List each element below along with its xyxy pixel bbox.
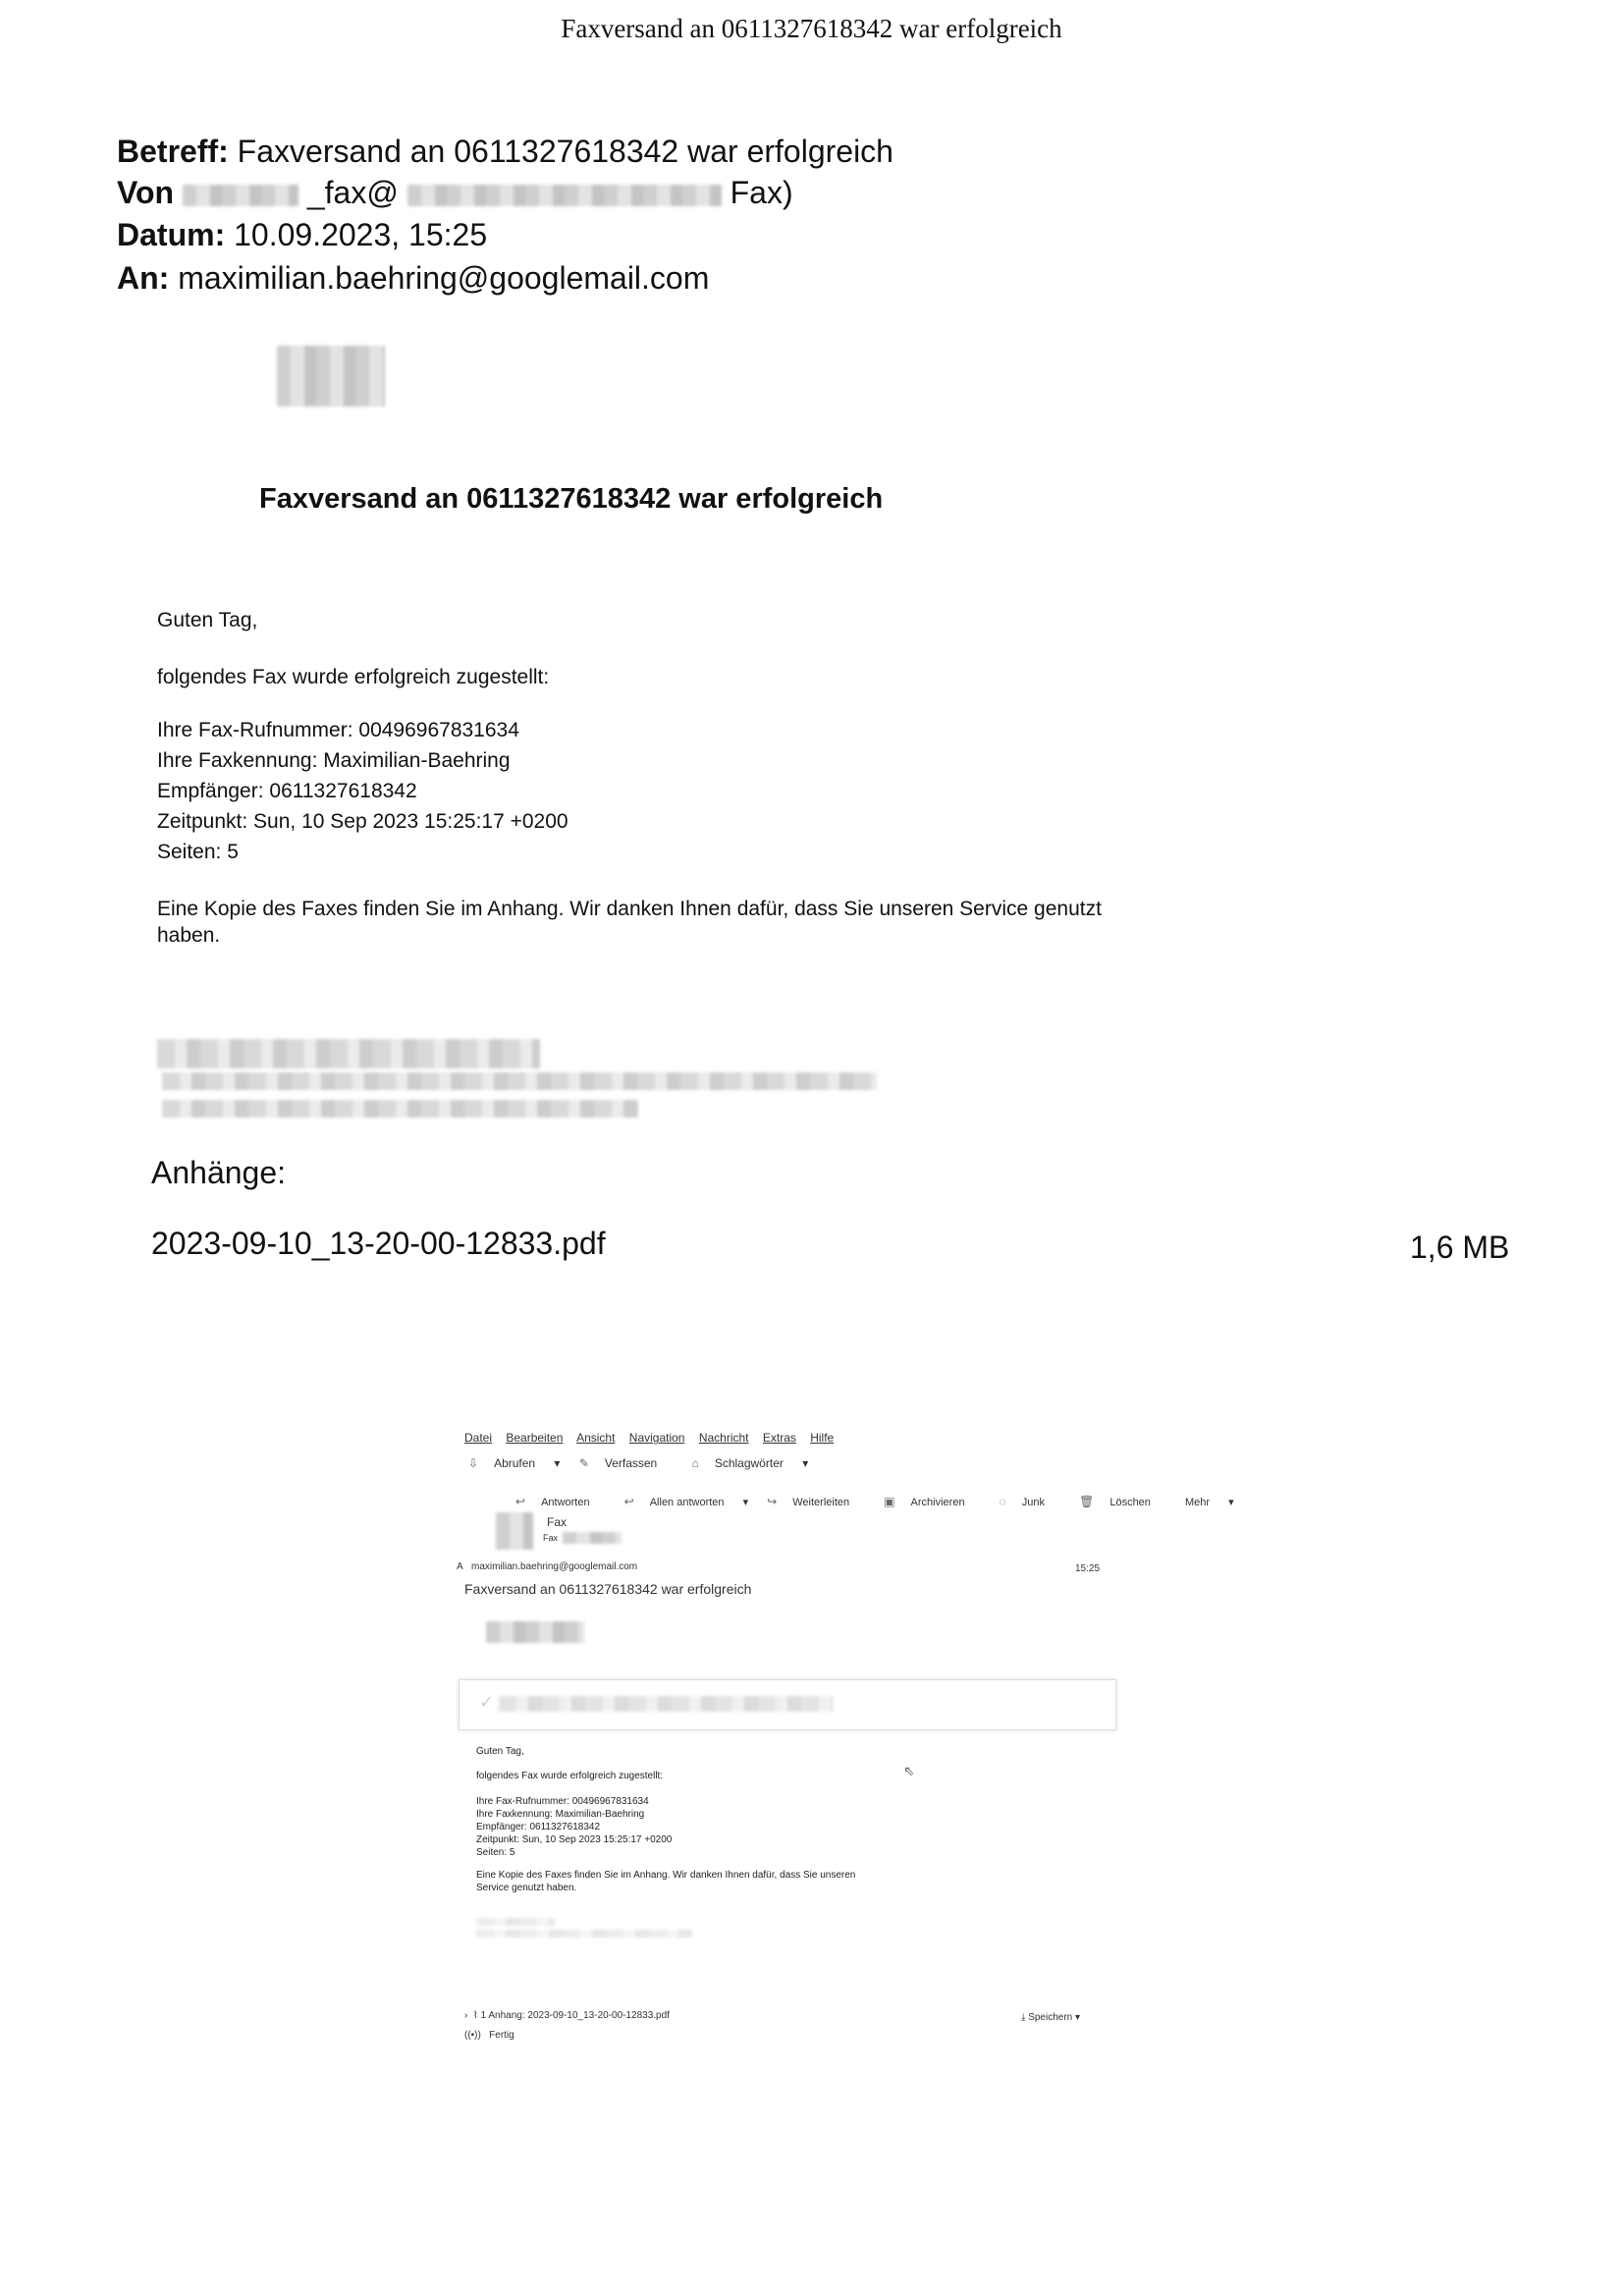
forward-button[interactable]: ↪ Weiterleiten [767,1495,850,1508]
redacted-sender-address [563,1532,622,1544]
sender-sub: Fax [543,1533,559,1543]
print-title: Faxversand an 0611327618342 war erfolgreich [561,14,1062,43]
to-value: maximilian.baehring@googlemail.com [178,260,710,296]
from-value-part1: _fax@ [306,175,399,210]
detail-timestamp: Zeitpunkt: Sun, 10 Sep 2023 15:25:17 +0200 [157,810,568,833]
redacted-sender-name [183,185,298,206]
redacted-signature-small-2 [476,1930,692,1938]
mouse-cursor-icon: ⇖ [903,1763,915,1778]
status-bar [464,2030,514,2041]
flame-icon: ◌ [999,1495,1006,1508]
menu-bar [464,1431,844,1445]
closing-line-1: Eine Kopie des Faxes finden Sie im Anhang. Wir danken Ihnen dafür, dass Sie unseren Service genutzt [157,898,1102,920]
to-address[interactable]: maximilian.baehring@googlemail.com [471,1561,638,1572]
email-greeting: Guten Tag, [157,609,258,631]
email-heading: Faxversand an 0611327618342 war erfolgreich [259,483,884,515]
detail-fax-id: Ihre Faxkennung: Maximilian-Baehring [157,749,511,772]
attachment-size: 1,6 MB [1410,1230,1510,1265]
attachments-label: Anhänge: [151,1155,287,1190]
date-line [117,217,487,253]
date-label: Datum: [117,217,226,252]
shot-closing [476,1869,855,1894]
email-intro: folgendes Fax wurde erfolgreich zugestellt: [157,666,550,688]
redacted-signature-3 [162,1100,638,1118]
reply-all-button[interactable]: ↩ Allen antworten ▾ [623,1495,749,1508]
tag-icon: ⌂ [691,1456,699,1470]
redacted-logo [277,346,385,407]
heading-banner [459,1679,1116,1730]
trash-icon: 🗑 [1079,1495,1095,1508]
redacted-logo-small [486,1621,584,1643]
message-actions [515,1495,1250,1508]
menu-ansicht[interactable]: Ansicht [576,1431,616,1445]
wifi-icon: ((•)) [464,2030,481,2041]
redacted-signature-2 [162,1072,877,1090]
menu-extras[interactable]: Extras [762,1431,796,1445]
message-time: 15:25 [1075,1563,1101,1574]
shot-detail-1: Ihre Fax-Rufnummer: 00496967831634 [476,1796,649,1807]
fax-details [157,715,568,867]
archive-button[interactable]: ▣ Archivieren [884,1495,965,1508]
menu-hilfe[interactable]: Hilfe [810,1431,835,1445]
sender-name: Fax [547,1515,568,1529]
more-button[interactable]: Mehr ▾ [1184,1497,1234,1508]
save-attachment-button[interactable]: ⤓ Speichern ▾ [1021,2012,1081,2023]
to-line [117,260,709,297]
email-closing [157,896,1102,949]
shot-closing-2: Service genutzt haben. [476,1883,577,1893]
from-value-part2: Fax) [730,175,793,210]
main-toolbar [468,1456,824,1470]
redacted-signature-1 [157,1039,540,1068]
banner-heading-faint [499,1696,833,1712]
message-subject: Faxversand an 0611327618342 war erfolgreich [464,1581,752,1597]
detail-pages: Seiten: 5 [157,841,239,863]
reply-icon: ↩ [515,1495,526,1508]
sender-avatar [496,1512,533,1550]
subject-line [117,134,893,170]
from-line [117,175,793,211]
reply-button[interactable]: ↩ Antworten [515,1495,590,1508]
reply-all-icon: ↩ [623,1495,634,1508]
shot-detail-3: Empfänger: 0611327618342 [476,1822,601,1832]
shot-detail-5: Seiten: 5 [476,1847,515,1858]
closing-line-2: haben. [157,924,221,947]
download-icon: ⤓ [1021,2012,1026,2023]
shot-detail-2: Ihre Faxkennung: Maximilian-Baehring [476,1809,645,1820]
menu-bearbeiten[interactable]: Bearbeiten [506,1431,564,1445]
shot-intro: folgendes Fax wurde erfolgreich zugestellt: [476,1771,664,1781]
delete-button[interactable]: 🗑 Löschen [1079,1495,1151,1508]
menu-datei[interactable]: Datei [464,1431,493,1445]
to-label: An: [117,260,170,296]
menu-navigation[interactable]: Navigation [628,1431,685,1445]
archive-icon: ▣ [884,1495,895,1508]
junk-button[interactable]: ◌ Junk [999,1495,1046,1508]
from-label: Von [117,175,175,210]
subject-label: Betreff: [117,134,229,169]
redacted-signature-small-1 [476,1918,555,1926]
subject-value: Faxversand an 0611327618342 war erfolgreich [237,134,893,169]
shot-details [476,1795,672,1859]
attachment-bar-text: 1 Anhang: 2023-09-10_13-20-00-12833.pdf [480,2010,670,2021]
shot-detail-4: Zeitpunkt: Sun, 10 Sep 2023 15:25:17 +0200 [476,1834,673,1845]
status-text: Fertig [489,2030,514,2041]
menu-nachricht[interactable]: Nachricht [698,1431,749,1445]
attachment-bar[interactable] [464,2010,670,2021]
get-mail-button[interactable]: ⇩ Abrufen ▾ [468,1456,561,1470]
check-icon: ✓ [479,1692,495,1712]
shot-closing-1: Eine Kopie des Faxes finden Sie im Anhang. Wir danken Ihnen dafür, dass Sie unseren [476,1870,856,1881]
redacted-sender-domain [407,185,722,206]
download-icon: ⇩ [468,1456,479,1470]
shot-greeting: Guten Tag, [476,1746,524,1757]
embedded-screenshot [457,1429,1234,2067]
attachment-filename[interactable]: 2023-09-10_13-20-00-12833.pdf [151,1226,606,1261]
to-line-shot [457,1561,637,1572]
tags-button[interactable]: ⌂ Schlagwörter ▾ [691,1456,809,1470]
detail-recipient: Empfänger: 0611327618342 [157,780,417,802]
date-value: 10.09.2023, 15:25 [234,217,488,252]
expand-icon: › [464,2010,468,2021]
to-prefix: A [457,1561,463,1572]
pencil-icon: ✎ [578,1456,589,1470]
compose-button[interactable]: ✎ Verfassen [578,1456,658,1470]
paperclip-icon: ⌇ [472,2010,478,2021]
forward-icon: ↪ [767,1495,778,1508]
detail-fax-number: Ihre Fax-Rufnummer: 00496967831634 [157,719,519,741]
